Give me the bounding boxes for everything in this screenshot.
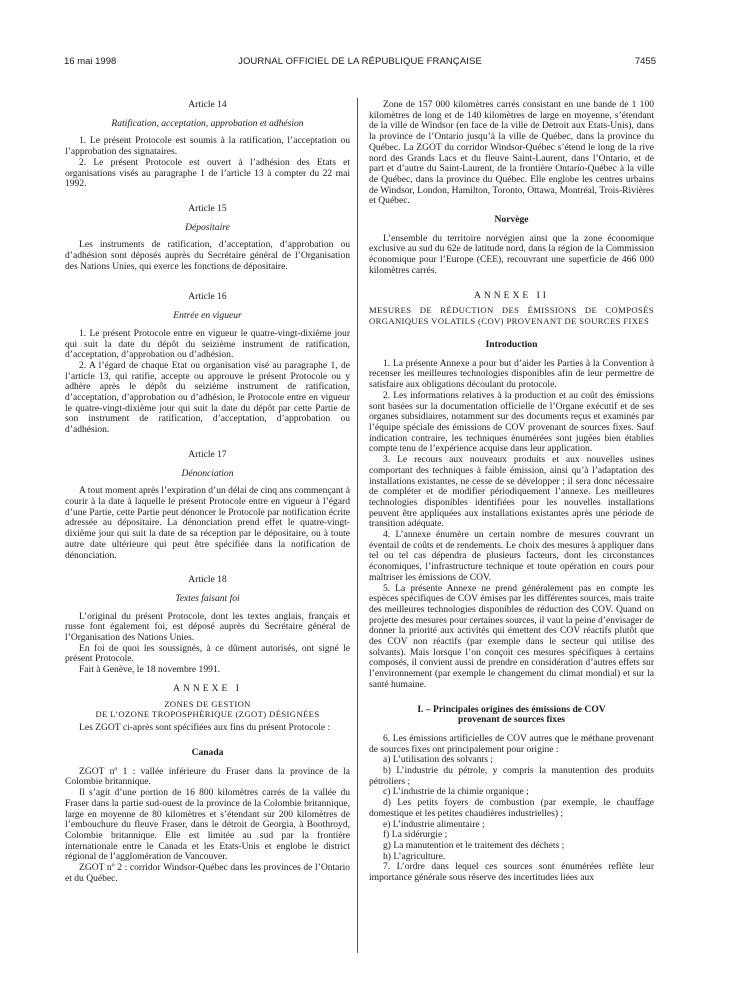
article-17-title: Article 17	[188, 448, 227, 460]
introduction-heading: Introduction	[485, 339, 538, 351]
header-date: 16 mai 1998	[64, 56, 117, 67]
article-18-title: Article 18	[188, 574, 227, 586]
source-list-item: a) L’utilisation des solvants ;	[383, 754, 493, 766]
article-14-paragraph-2: 2. Le présent Protocole est ouvert à l’adhésion des Etats et organisations visés au paragraphe 1 de l’article 13 à compter du 22 mai 1992.	[65, 156, 350, 190]
annex-1-subtitle-line-1: ZONES DE GESTION	[164, 698, 251, 709]
article-18-subtitle: Textes faisant foi	[175, 592, 240, 604]
article-17-paragraph-1: A tout moment après l’expiration d’un délai de cinq ans commençant à courir à la date à laquelle le présent Protocole entre en vigueur à l’égard d’une Partie, cette Partie peut dénoncer le Protocole par notification écrite adressée au dépositaire. La dénonciation prend effet le quatre-vingt-dixième jour qui suit la date de sa réception par le dépositaire, ou à toute autre date ultérieure qui peut être spécifiée dans la notification de dénonciation.	[65, 485, 350, 561]
annex-2-title: ANNEXE II	[474, 289, 549, 301]
norway-heading: Norvège	[494, 214, 529, 226]
annex-1-title: ANNEXE I	[173, 682, 242, 694]
annex-1-subtitle-line-2: DE L’OZONE TROPOSPHÉRIQUE (ZGOT) DÉSIGNÉES	[95, 708, 320, 719]
article-16-title: Article 16	[188, 291, 227, 303]
section-1-paragraph-6: 6. Les émissions artificielles de COV autres que le méthane provenant de sources fixes ont principalement pour origine :	[369, 732, 654, 755]
introduction-paragraph-1: 1. La présente Annexe a pour but d’aider les Parties à la Convention à recenser les meilleures technologies disponibles afin de leur permettre de satisfaire aux obligations découlant du protocole.	[369, 357, 654, 391]
article-14-subtitle: Ratification, acceptation, approbation et adhésion	[111, 117, 304, 129]
introduction-paragraph-4: 4. L’annexe énumère un certain nombre de mesures couvrant un éventail de coûts et de rendements. Le choix des mesures à appliquer dans tel ou tel cas dépendra de plusieurs facteurs, dont les circonstances économiques, l’infrastructure technique et toute opération en cours pour maîtriser les émissions de COV.	[369, 529, 654, 583]
source-list-item: f) La sidérurgie ;	[383, 829, 448, 841]
right-column	[369, 100, 654, 884]
source-list-item: d) Les petits foyers de combustion (par exemple, le chauffage domestique et les petites chaudières industrielles) ;	[369, 797, 654, 819]
column-divider	[357, 98, 358, 953]
article-15-subtitle: Dépositaire	[185, 221, 230, 233]
left-column	[65, 100, 350, 884]
source-list-item: e) L’industrie alimentaire ;	[383, 818, 485, 830]
annex-1-intro: Les ZGOT ci-après sont spécifiées aux fins du présent Protocole :	[79, 722, 331, 734]
article-14-paragraph-1: 1. Le présent Protocole est soumis à la ratification, l’acceptation ou l’approbation des signataires.	[65, 135, 350, 158]
introduction-paragraph-3: 3. Le recours aux nouveaux produits et aux nouvelles usines comportant des techniques à faible émission, ainsi qu’à l’adaptation des installations existantes, ne cesse de se développer ; il sera donc nécessaire de compléter et de modifier périodiquement l’annexe. Les meilleures technologies disponibles identifiées pour les nouvelles installations peuvent être appliquées aux installations existantes après une période de transition adéquate.	[369, 454, 654, 530]
article-18-paragraph-3: Fait à Genève, le 18 novembre 1991.	[79, 664, 221, 676]
article-15-paragraph-1: Les instruments de ratification, d’acceptation, d’approbation ou d’adhésion sont déposés auprès du Secrétaire général de l’Organisation des Nations Unies, qui exerce les fonctions de dépositaire.	[65, 239, 350, 272]
article-18-paragraph-1: L’original du présent Protocole, dont les textes anglais, français et russe font également foi, est déposé auprès du Secrétaire général de l’Organisation des Nations Unies.	[65, 610, 350, 644]
article-18-paragraph-2: En foi de quoi les soussignés, à ce dûment autorisés, ont signé le présent Protocole.	[65, 642, 350, 665]
introduction-paragraph-2: 2. Les informations relatives à la production et au coût des émissions sont basées sur la documentation officielle de l’Organe exécutif et de ses organes subsidiaires, notamment sur des documents reçus et examinés par l’équipe spéciale des émissions de COV provenant de sources fixes. Sauf indication contraire, les techniques énumérées sont jugées bien établies compte tenu de l’expérience acquise dans leur application.	[369, 389, 654, 455]
article-16-paragraph-1: 1. Le présent Protocole entre en vigueur le quatre-vingt-dixième jour qui suit la date du dépôt du seizième instrument de ratification, d’acceptation, d’approbation ou d’adhésion.	[65, 327, 350, 361]
source-list-item: b) L’industrie du pétrole, y compris la manutention des produits pétroliers ;	[369, 765, 654, 787]
header-page-number: 7455	[634, 56, 656, 67]
header-journal-title: JOURNAL OFFICIEL DE LA RÉPUBLIQUE FRANÇAISE	[238, 56, 482, 67]
canada-paragraph-1: ZGOT nº 1 : vallée inférieure du Fraser dans la province de la Colombie britannique.	[65, 765, 350, 788]
article-16-paragraph-2: 2. A l’égard de chaque Etat ou organisation visé au paragraphe 1, de l’article 13, qui ratifie, accepte ou approuve le présent Protocole ou y adhère après le dépôt du seizième instrument de ratification, d’acceptation, d’approbation ou d’adhésion, le Protocole entre en vigueur le quatre-vingt-dixième jour qui suit la date du dépôt par cette Partie de son instrument de ratification, d’acceptation, d’approbation ou d’adhésion.	[65, 359, 350, 436]
article-14-title: Article 14	[188, 99, 227, 110]
article-15-title: Article 15	[188, 202, 227, 214]
canada-paragraph-3: ZGOT nº 2 : corridor Windsor-Québec dans les provinces de l’Ontario et du Québec.	[65, 862, 350, 884]
section-1-paragraph-7: 7. L’ordre dans lequel ces sources sont énumérées reflète leur importance générale sous réserve des incertitudes liées aux	[369, 861, 654, 884]
canada-paragraph-2: Il s’agit d’une portion de 16 800 kilomètres carrés de la vallée du Fraser dans la partie sud-ouest de la province de la Colombie britannique, large en moyenne de 80 kilomètres et s’étendant sur 200 kilomètres de l’embouchure du fleuve Fraser, dans le détroit de Georgia, à Boothroyd, Colombie britannique. Elle est limitée au sud par la frontière internationale entre le Canada et les Etats-Unis et englobe le district régional de l’agglomération de Vancouver.	[65, 787, 350, 863]
page-header	[64, 56, 656, 68]
source-list-item: g) La manutention et le traitement des déchets ;	[383, 840, 565, 851]
source-list-item: c) L’industrie de la chimie organique ;	[383, 786, 529, 798]
source-list-item: h) L’agriculture.	[383, 850, 446, 862]
annex-2-subtitle: MESURES DE RÉDUCTION DES ÉMISSIONS DE COMPOSÉS ORGANIQUES VOLATILS (COV) PROVENANT DE SOURCES FIXES	[369, 305, 654, 326]
section-1-heading-line-2: provenant de sources fixes	[457, 714, 566, 726]
article-17-subtitle: Dénonciation	[181, 467, 234, 479]
norway-paragraph: L’ensemble du territoire norvégien ainsi que la zone économique exclusive au sud du 62e de latitude nord, dans la région de la Commission économique pour l’Europe (CEE), recouvrant une superficie de 466 000 kilomètres carrés.	[369, 232, 654, 276]
article-16-subtitle: Entrée en vigueur	[173, 310, 242, 322]
windsor-quebec-description: Zone de 157 000 kilomètres carrés consistant en une bande de 1 100 kilomètres de long et de 140 kilomètres de large en moyenne, s’étendant de la ville de Windsor (en face de la ville de Detroit aux Etats-Unis), dans la province de l’Ontario jusqu’à la ville de Québec, dans la province du Québec. La ZGOT du corridor Windsor-Québec s’étend le long de la rive nord des Grands Lacs et du fleuve Saint-Laurent, dans l’Ontario, et de part et d’autre du Saint-Laurent, de la frontière Ontario-Québec à la ville de Québec, dans la province du Québec. Elle englobe les centres urbains de Windsor, London, Hamilton, Toronto, Ottawa, Montréal, Trois-Rivières et Québec.	[369, 99, 654, 207]
canada-heading: Canada	[191, 747, 224, 759]
introduction-paragraph-5: 5. La présente Annexe ne prend généralement pas en compte les espèces spécifiques de COV émises par les différentes sources, mais traite des meilleures technologies disponibles de réduction des COV. Quand on projette des mesures pour certaines sources, il vaut la peine d’envisager de donner la priorité aux activités qui émettent des COV réactifs plutôt que des COV non réactifs (par exemple dans le secteur qui utilise des solvants). Mais lorsque l’on conçoit ces mesures spécifiques à certains composés, il convient aussi de prendre en considération d’autres effets sur l’environnement (par exemple le changement du climat mondial) et sur la santé humaine.	[369, 582, 654, 690]
section-1-heading-line-1: I. – Principales origines des émissions de COV	[417, 703, 606, 715]
